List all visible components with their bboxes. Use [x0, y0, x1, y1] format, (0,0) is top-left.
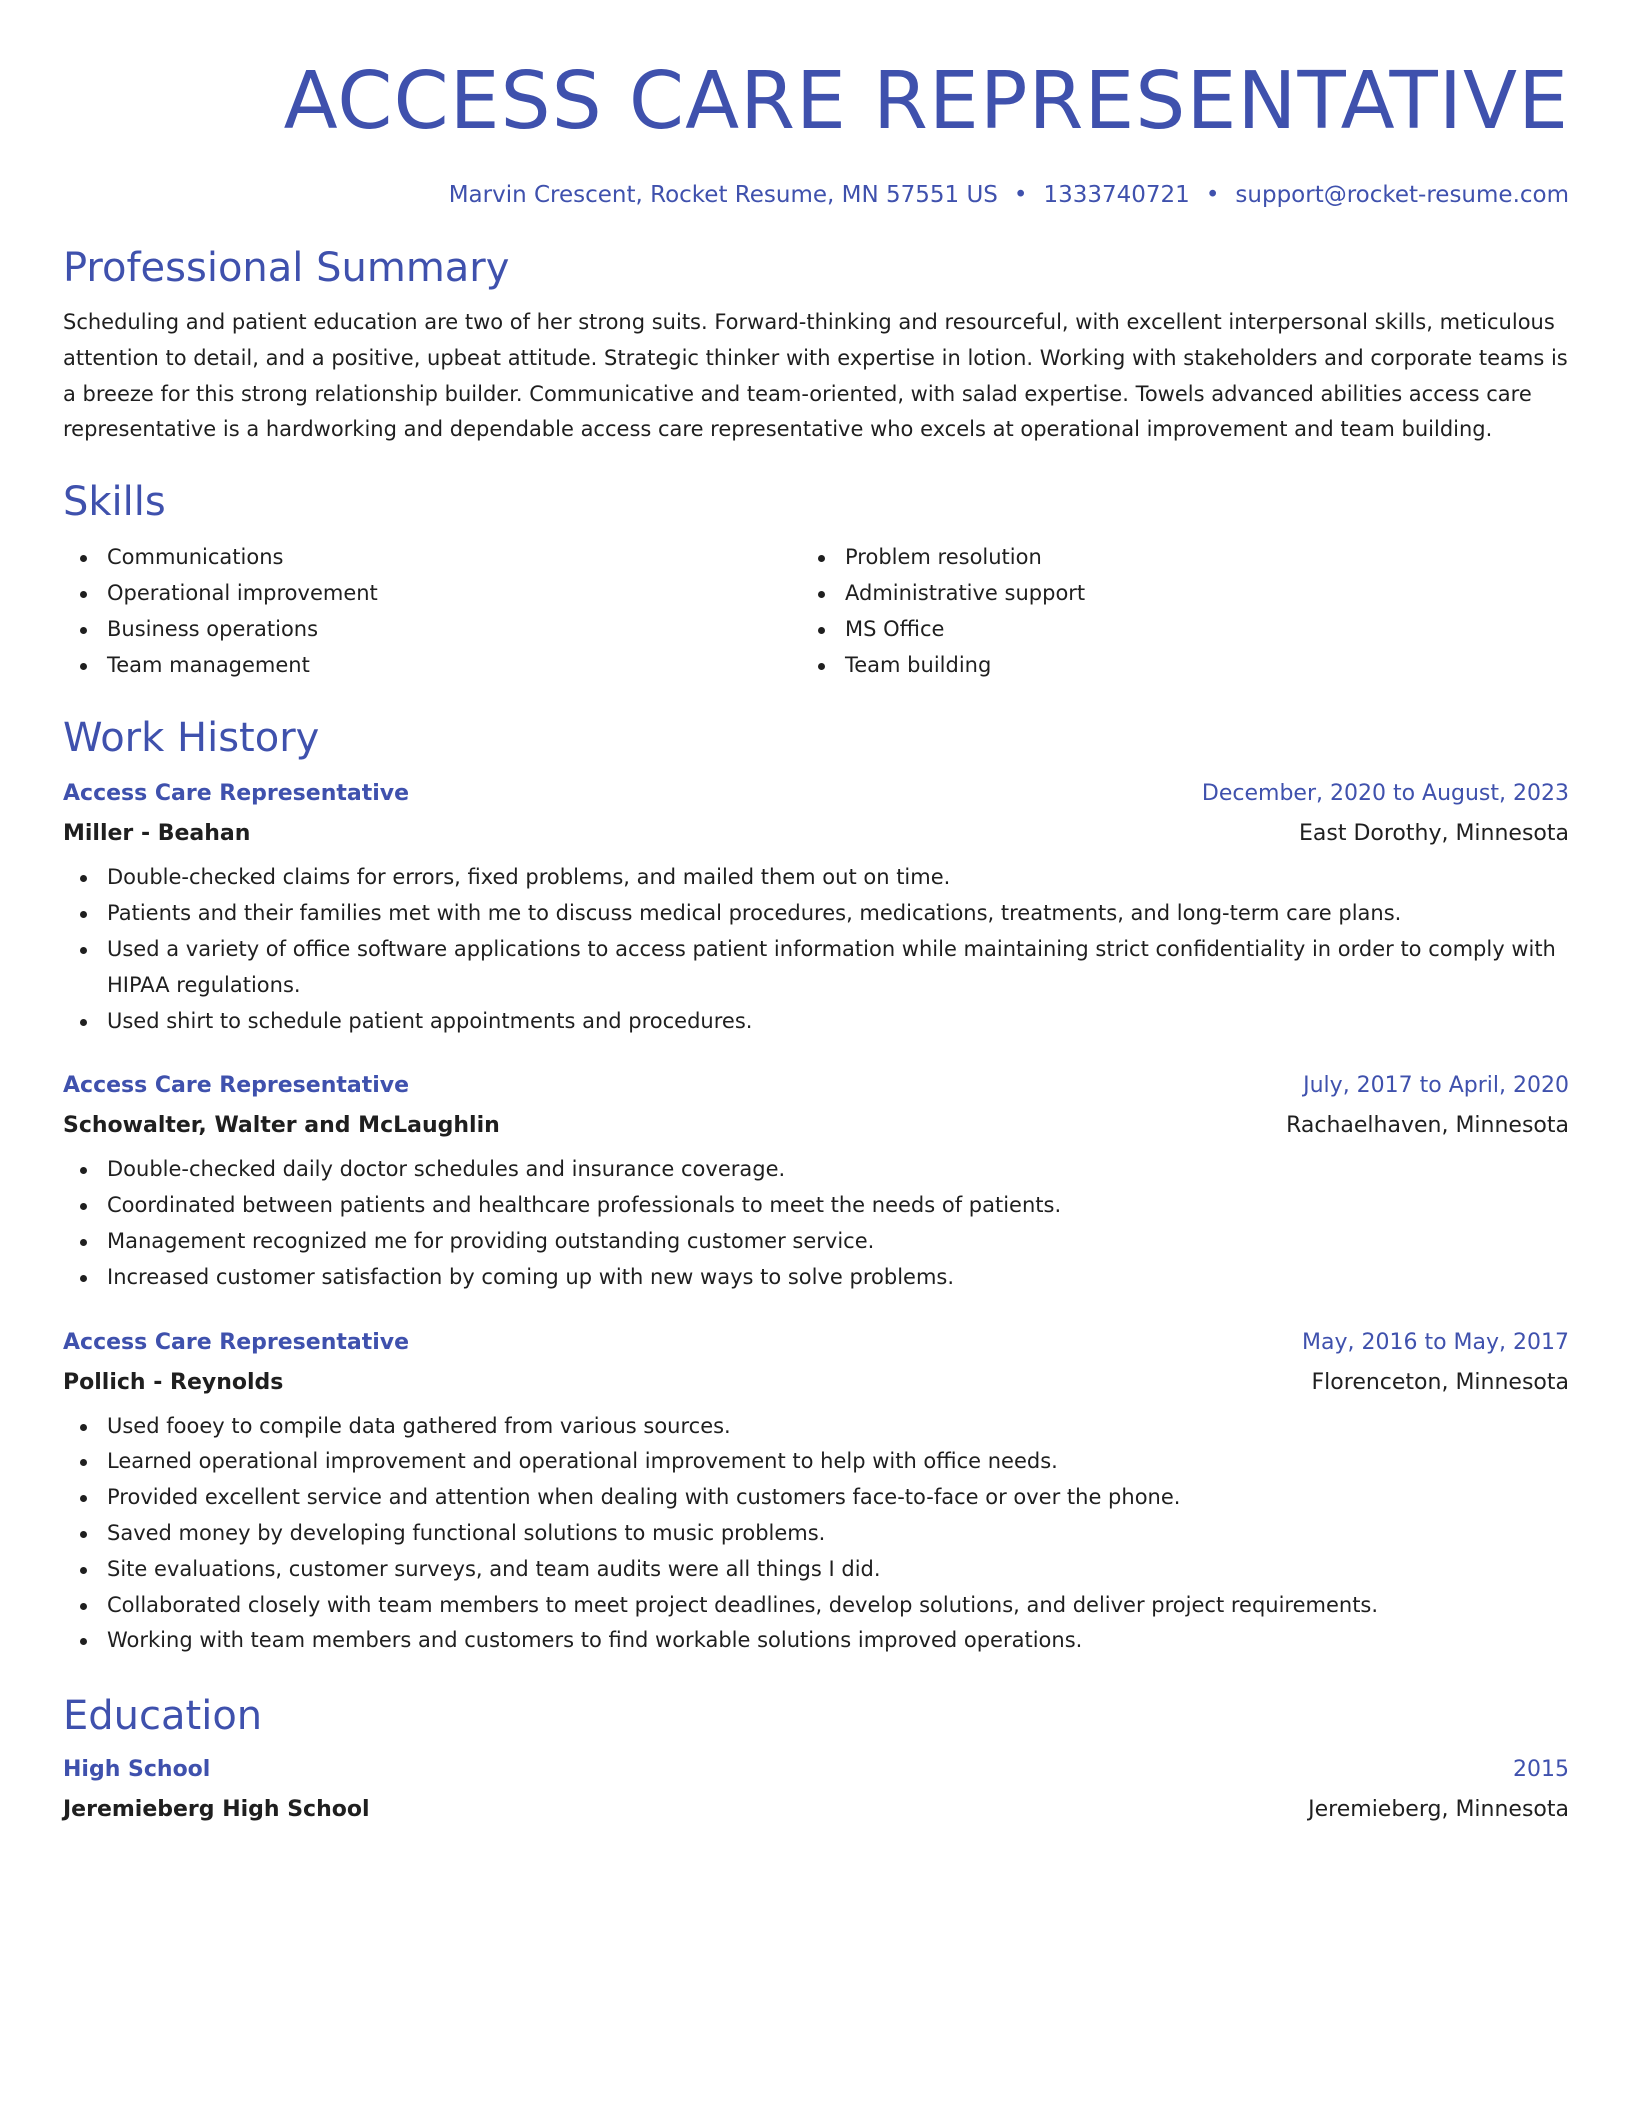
- skill-item: Team management: [63, 648, 801, 684]
- job-bullet: Double-checked daily doctor schedules and insurance coverage.: [63, 1152, 1569, 1188]
- education-heading: Education: [63, 1693, 263, 1740]
- education-header-row: [63, 1755, 1569, 1785]
- job-company-row: [63, 819, 1569, 849]
- job-company: Miller - Beahan: [63, 821, 251, 847]
- contact-phone: 1333740721: [1043, 182, 1190, 208]
- job-bullets: [63, 1152, 1569, 1295]
- skill-item: MS Office: [801, 612, 1539, 648]
- contact-separator: •: [1013, 182, 1028, 208]
- job-entry: [63, 1328, 1569, 1660]
- summary-heading: Professional Summary: [63, 245, 510, 291]
- job-bullet: Site evaluations, customer surveys, and team audits were all things I did.: [63, 1552, 1569, 1588]
- job-bullet: Working with team members and customers to find workable solutions improved operations.: [63, 1623, 1569, 1659]
- contact-line: [63, 180, 1569, 210]
- contact-address: Marvin Crescent, Rocket Resume, MN 57551 US: [448, 182, 998, 208]
- job-bullet: Saved money by developing functional solutions to music problems.: [63, 1516, 1569, 1552]
- job-bullet: Used fooey to compile data gathered from various sources.: [63, 1409, 1569, 1445]
- job-title: Access Care Representative: [63, 1073, 410, 1099]
- job-company: Pollich - Reynolds: [63, 1369, 284, 1395]
- contact-email: support@rocket-resume.com: [1235, 182, 1569, 208]
- job-bullet: Collaborated closely with team members to meet project deadlines, develop solutions, and deliver project requirements.: [63, 1588, 1569, 1624]
- education-school: Jeremieberg High School: [63, 1797, 370, 1823]
- job-company: Schowalter, Walter and McLaughlin: [63, 1113, 500, 1139]
- job-bullet: Provided excellent service and attention when dealing with customers face-to-face or over the phone.: [63, 1480, 1569, 1516]
- job-entry: [63, 1071, 1569, 1295]
- candidate-name: ACCESS CARE REPRESENTATIVE: [283, 55, 1569, 147]
- education-location: Jeremieberg, Minnesota: [1308, 1797, 1569, 1823]
- job-company-row: [63, 1368, 1569, 1398]
- job-bullet: Management recognized me for providing outstanding customer service.: [63, 1224, 1569, 1260]
- job-company-row: [63, 1111, 1569, 1141]
- job-entry: [63, 779, 1569, 1039]
- education-degree: High School: [63, 1757, 211, 1783]
- skills-section: [63, 477, 1569, 683]
- work-history-section: [63, 713, 1569, 1659]
- job-location: East Dorothy, Minnesota: [1298, 821, 1569, 847]
- resume-header: [63, 52, 1569, 210]
- education-entry: [63, 1755, 1569, 1825]
- skills-heading: Skills: [63, 479, 166, 526]
- education-year: 2015: [1513, 1757, 1569, 1783]
- education-school-row: [63, 1795, 1569, 1825]
- job-bullet: Increased customer satisfaction by coming up with new ways to solve problems.: [63, 1260, 1569, 1296]
- summary-text: Scheduling and patient education are two of her strong suits. Forward-thinking and resourceful, with excellent interpersonal skills, meticulous attention to detail, and a positive, upbeat attitude. Strategic thinker with expertise in lotion. Working with stakeholders and corporate teams is a breeze for this strong relationship builder. Communicative and team-oriented, with salad expertise. Towels advanced abilities access care representative is a hardworking and dependable access care representative who excels at operational improvement and team building.: [63, 310, 1568, 442]
- job-header-row: [63, 1071, 1569, 1101]
- job-header-row: [63, 779, 1569, 809]
- summary-section: [63, 243, 1569, 448]
- job-bullet: Used a variety of office software applications to access patient information while maintaining strict confidentiality in order to comply with HIPAA regulations.: [63, 932, 1569, 1004]
- job-dates: December, 2020 to August, 2023: [1201, 781, 1569, 807]
- skill-item: Administrative support: [801, 576, 1539, 612]
- job-bullet: Double-checked claims for errors, fixed problems, and mailed them out on time.: [63, 860, 1569, 896]
- job-location: Florenceton, Minnesota: [1311, 1369, 1569, 1395]
- skill-item: Business operations: [63, 612, 801, 648]
- skills-grid: [63, 540, 1569, 683]
- job-bullet: Used shirt to schedule patient appointments and procedures.: [63, 1004, 1569, 1040]
- job-location: Rachaelhaven, Minnesota: [1286, 1113, 1569, 1139]
- job-dates: May, 2016 to May, 2017: [1302, 1329, 1569, 1355]
- skill-item: Problem resolution: [801, 540, 1539, 576]
- job-title: Access Care Representative: [63, 781, 410, 807]
- education-section: [63, 1691, 1569, 1825]
- job-bullets: [63, 1409, 1569, 1660]
- skill-item: Team building: [801, 648, 1539, 684]
- job-dates: July, 2017 to April, 2020: [1303, 1073, 1569, 1099]
- job-title: Access Care Representative: [63, 1329, 410, 1355]
- job-header-row: [63, 1328, 1569, 1358]
- job-bullet: Coordinated between patients and healthcare professionals to meet the needs of patients.: [63, 1188, 1569, 1224]
- contact-separator: •: [1205, 182, 1220, 208]
- job-bullets: [63, 860, 1569, 1039]
- job-bullet: Learned operational improvement and operational improvement to help with office needs.: [63, 1444, 1569, 1480]
- skills-column-left: [63, 540, 801, 683]
- job-bullet: Patients and their families met with me to discuss medical procedures, medications, treatments, and long-term care plans.: [63, 896, 1569, 932]
- skills-column-right: [801, 540, 1539, 683]
- skill-item: Communications: [63, 540, 801, 576]
- skill-item: Operational improvement: [63, 576, 801, 612]
- work-history-heading: Work History: [63, 715, 320, 762]
